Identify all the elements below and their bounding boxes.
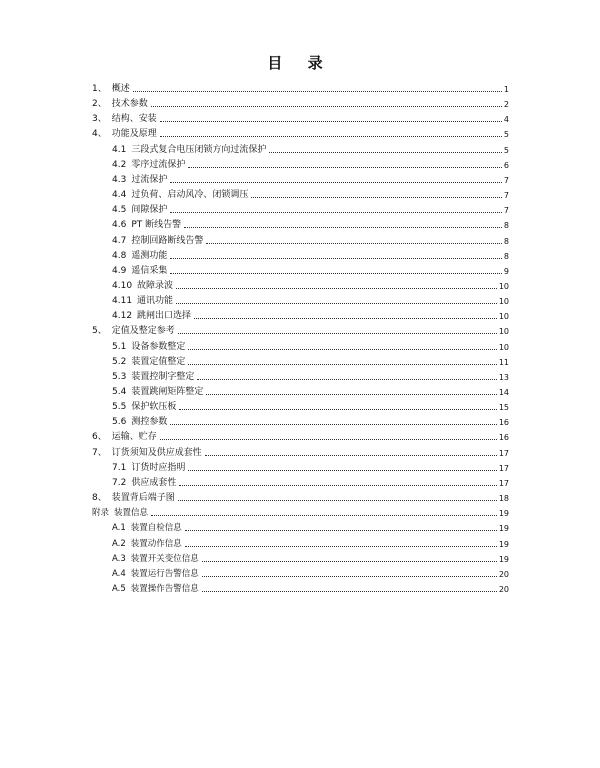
toc-dot-leader: [179, 409, 496, 410]
toc-page-number: 11: [498, 357, 509, 367]
toc-entry-title: 装置背后端子图: [111, 493, 175, 504]
toc-entry[interactable]: [92, 110, 509, 125]
toc-dot-leader: [170, 182, 502, 183]
toc-entry-number: 4.6: [112, 220, 127, 231]
toc-entry-title: 设备参数整定: [131, 341, 186, 352]
toc-entry-number: A.3: [112, 553, 126, 564]
toc-dot-leader: [178, 333, 497, 334]
toc-entry-number: 4.9: [112, 265, 127, 276]
toc-dot-leader: [151, 106, 502, 107]
toc-page-number: 2: [503, 100, 509, 110]
toc-dot-leader: [178, 500, 497, 501]
toc-dot-leader: [251, 197, 502, 198]
toc-entry-title: 订货时应指明: [131, 462, 186, 473]
toc-entry-title: 过负荷、启动风冷、闭锁调压: [131, 190, 249, 201]
toc-page-number: 10: [498, 327, 509, 337]
toc-entry[interactable]: [92, 504, 509, 519]
toc-entry[interactable]: [112, 353, 509, 368]
toc-entry[interactable]: [92, 489, 509, 504]
toc-dot-leader: [184, 227, 502, 228]
toc-page-number: 19: [498, 509, 509, 519]
toc-entry-title: 功能及原理: [111, 129, 157, 140]
toc-entry-title: 装置动作信息: [130, 538, 182, 549]
toc-entry-number: 4.5: [112, 205, 127, 216]
toc-dot-leader: [194, 318, 497, 319]
toc-entry[interactable]: [112, 565, 509, 580]
toc-entry[interactable]: [112, 550, 509, 565]
toc-entry[interactable]: [112, 474, 509, 489]
toc-dot-leader: [151, 515, 497, 516]
toc-entry[interactable]: [92, 444, 509, 459]
toc-page-number: 17: [498, 448, 509, 458]
toc-page-number: 19: [498, 524, 509, 534]
toc-dot-leader: [197, 379, 496, 380]
toc-entry-title: 供应成套性: [131, 477, 177, 488]
toc-page-number: 8: [503, 251, 509, 261]
toc-entry[interactable]: [112, 307, 509, 322]
toc-dot-leader: [206, 394, 496, 395]
toc-entry-title: 装置控制字整定: [131, 371, 195, 382]
toc-entry-number: A.4: [112, 568, 126, 579]
toc-entry-number: 4、: [92, 129, 107, 140]
toc-entry[interactable]: [112, 519, 509, 534]
toc-page-number: 15: [498, 403, 509, 413]
toc-entry-title: 订货须知及供应成套性: [111, 447, 202, 458]
toc-entry[interactable]: [112, 459, 509, 474]
toc-entry-title: 测控参数: [131, 417, 168, 428]
toc-page-number: 10: [498, 281, 509, 291]
toc-dot-leader: [185, 530, 497, 531]
toc-entry[interactable]: [92, 80, 509, 95]
toc-entry-number: 4.8: [112, 250, 127, 261]
toc-page-number: 7: [503, 191, 509, 201]
toc-entry-number: 4.1: [112, 144, 127, 155]
toc-entry-title: 装置自检信息: [130, 523, 182, 534]
toc-entry-number: 1、: [92, 84, 107, 94]
toc-entry-number: 4.11: [112, 296, 133, 307]
toc-entry-number: 5.3: [112, 371, 127, 382]
toc-dot-leader: [179, 485, 496, 486]
toc-entry[interactable]: [112, 292, 509, 307]
toc-entry[interactable]: [92, 428, 509, 443]
toc-entry-number: 5.6: [112, 417, 127, 428]
toc-page-number: 17: [498, 463, 509, 473]
toc-dot-leader: [202, 591, 497, 592]
toc-dot-leader: [188, 167, 502, 168]
toc-dot-leader: [188, 364, 496, 365]
toc-page-number: 10: [498, 297, 509, 307]
toc-entry-title: 零序过流保护: [131, 159, 186, 170]
toc-dot-leader: [170, 258, 502, 259]
toc-entry[interactable]: [112, 216, 509, 231]
toc-entry-number: A.2: [112, 538, 126, 549]
toc-entry-number: 2、: [92, 99, 107, 110]
toc-entry-number: A.1: [112, 523, 126, 534]
toc-page-number: 5: [503, 145, 509, 155]
toc-dot-leader: [202, 576, 497, 577]
toc-entry-title: 遥信采集: [131, 265, 168, 276]
toc-entry[interactable]: [112, 141, 509, 156]
toc-entry[interactable]: [112, 171, 509, 186]
toc-entry-number: 4.4: [112, 190, 127, 201]
toc-dot-leader: [160, 121, 502, 122]
toc-dot-leader: [176, 303, 497, 304]
toc-entry-title: 故障录波: [137, 280, 174, 291]
toc-entry-number: 4.2: [112, 159, 127, 170]
toc-page-number: 8: [503, 221, 509, 231]
toc-dot-leader: [170, 212, 502, 213]
toc-page-number: 9: [503, 266, 509, 276]
toc-entry[interactable]: [112, 398, 509, 413]
toc-entry-number: 5.2: [112, 356, 127, 367]
toc-dot-leader: [188, 470, 496, 471]
toc-entry-title: 装置开关变位信息: [130, 553, 199, 564]
toc-entry-title: 定值及整定参考: [111, 326, 175, 337]
toc-entry-title: 控制回路断线告警: [131, 235, 204, 246]
toc-page-number: 13: [498, 372, 509, 382]
toc-entry[interactable]: [112, 368, 509, 383]
toc-entry-number: 4.12: [112, 311, 133, 322]
toc-entry[interactable]: [112, 535, 509, 550]
toc-page-number: 8: [503, 236, 509, 246]
toc-dot-leader: [205, 455, 497, 456]
toc-page-number: 20: [498, 569, 509, 579]
toc-page-number: 10: [498, 312, 509, 322]
toc-dot-leader: [185, 546, 497, 547]
toc-entry-title: 装置跳闸矩阵整定: [131, 387, 204, 397]
toc-entry-number: 5.1: [112, 341, 127, 352]
toc-entry-number: 6、: [92, 432, 107, 443]
toc-entry-number: 5.4: [112, 387, 127, 397]
toc-page-number: 19: [498, 554, 509, 564]
toc-entry-number: 7、: [92, 447, 107, 458]
toc-entry-number: A.5: [112, 583, 126, 594]
toc-entry-number: 4.10: [112, 280, 133, 291]
toc-page-number: 17: [498, 478, 509, 488]
toc-page-number: 16: [498, 433, 509, 443]
toc-dot-leader: [206, 243, 502, 244]
toc-entry-title: 保护软压板: [131, 402, 177, 413]
toc-dot-leader: [188, 349, 496, 350]
toc-entry[interactable]: [112, 232, 509, 247]
toc-entry-title: 通讯功能: [137, 296, 174, 307]
toc-page-number: 14: [498, 388, 509, 397]
toc-page-number: 5: [503, 130, 509, 140]
toc-dot-leader: [202, 561, 497, 562]
toc-entry[interactable]: [92, 322, 509, 337]
toc-dot-leader: [170, 273, 502, 274]
toc-page-number: 6: [503, 160, 509, 170]
toc-entry[interactable]: [92, 125, 509, 140]
toc-entry-title: 装置运行告警信息: [130, 568, 199, 579]
toc-entry[interactable]: [112, 247, 509, 262]
toc-page-number: 10: [498, 342, 509, 352]
toc-entry-title: 技术参数: [111, 99, 148, 110]
toc-entry-number: 5、: [92, 326, 107, 337]
toc-entry-title: 装置信息: [114, 508, 149, 519]
toc-entry-title: 过流保护: [131, 174, 168, 185]
toc-entry-number: 4.7: [112, 235, 127, 246]
toc-entry-title: 装置操作告警信息: [130, 583, 199, 594]
toc-entry[interactable]: [112, 156, 509, 171]
toc-entry-title: 遥测功能: [131, 250, 168, 261]
toc-entry-number: 7.2: [112, 477, 127, 488]
toc-entry-number: 7.1: [112, 462, 127, 473]
toc-entry-number: 3、: [92, 114, 107, 125]
toc-page-number: 20: [498, 584, 509, 594]
toc-page-number: 18: [498, 494, 509, 504]
toc-entry-number: 8、: [92, 493, 107, 504]
toc-page-number: 19: [498, 539, 509, 549]
toc-entry-title: 结构、安装: [111, 114, 157, 125]
toc-page-number: 16: [498, 418, 509, 428]
toc-dot-leader: [160, 439, 497, 440]
page-title: 目 录: [267, 54, 333, 72]
toc-page-number: 7: [503, 175, 509, 185]
toc-entry-number: 4.3: [112, 174, 127, 185]
toc-entry[interactable]: [112, 580, 509, 595]
toc-dot-leader: [170, 424, 496, 425]
toc-dot-leader: [160, 136, 502, 137]
toc-entry[interactable]: [112, 277, 509, 292]
toc-page-number: 4: [503, 115, 509, 125]
toc-entry-title: 运输、贮存: [111, 432, 157, 443]
toc-entry[interactable]: [112, 338, 509, 353]
toc-entry-title: 跳闸出口选择: [137, 311, 192, 322]
toc-entry-title: 间隙保护: [131, 205, 168, 216]
toc-entry-title: PT 断线告警: [131, 220, 182, 231]
toc-dot-leader: [133, 91, 502, 92]
toc-dot-leader: [269, 152, 502, 153]
toc-entry-title: 概述: [111, 84, 130, 94]
toc-entry[interactable]: [112, 186, 509, 201]
toc-entry-number: 5.5: [112, 402, 127, 413]
toc-entry-number: 附录: [92, 508, 110, 519]
toc-entry-title: 装置定值整定: [131, 356, 186, 367]
toc-entry[interactable]: [112, 383, 509, 398]
toc-page-number: 1: [503, 85, 509, 94]
toc-entry[interactable]: [112, 262, 509, 277]
toc-entry[interactable]: [92, 95, 509, 110]
toc-entry[interactable]: [112, 413, 509, 428]
toc-entry[interactable]: [112, 201, 509, 216]
toc-page-number: 7: [503, 206, 509, 216]
toc-dot-leader: [176, 288, 497, 289]
toc-entry-title: 三段式复合电压闭锁方向过流保护: [131, 144, 267, 155]
